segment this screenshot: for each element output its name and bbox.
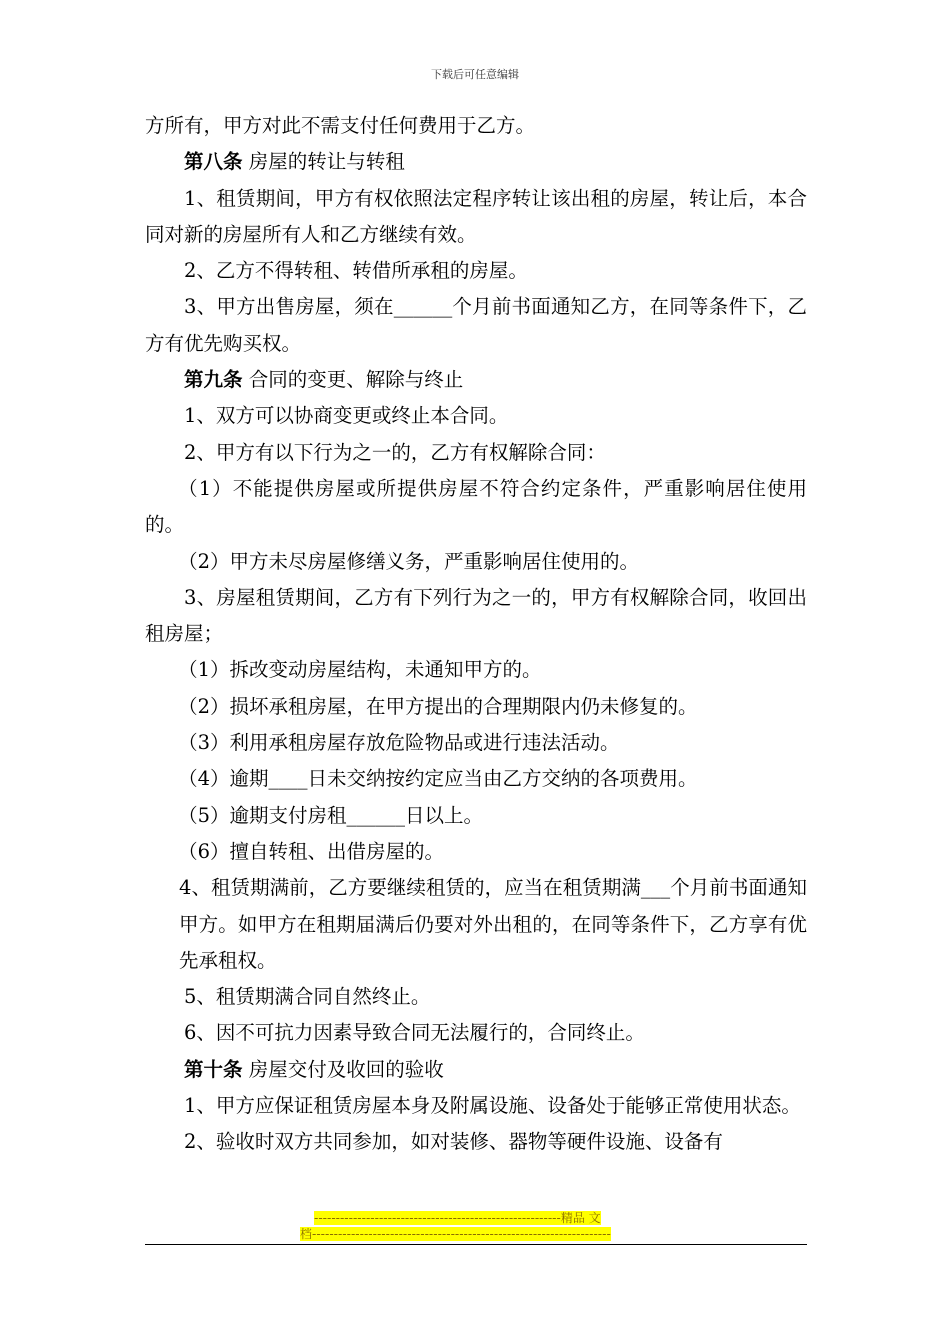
contract-clause: 1、租赁期间，甲方有权依照法定程序转让该出租的房屋，转让后，本合同对新的房屋所有人和乙方继续有效。 <box>145 186 807 246</box>
contract-clause: 3、甲方出售房屋，须在______个月前书面通知乙方，在同等条件下，乙方有优先购买权。 <box>145 295 807 355</box>
contract-clause: （6）擅自转租、出借房屋的。 <box>178 839 445 863</box>
contract-clause: 方所有，甲方对此不需支付任何费用于乙方。 <box>145 114 536 137</box>
contract-clause: 6、因不可抗力因素导致合同无法履行的，合同终止。 <box>184 1021 645 1045</box>
contract-clause: 2、乙方不得转租、转借所承租的房屋。 <box>184 259 528 283</box>
article-number: 第九条 <box>184 368 243 392</box>
contract-clause: 2、甲方有以下行为之一的，乙方有权解除合同： <box>184 440 606 464</box>
article-number: 第十条 <box>184 1057 243 1081</box>
contract-clause: （1）拆改变动房屋结构，未通知甲方的。 <box>178 658 542 682</box>
footer-watermark <box>300 1210 650 1242</box>
contract-clause: 1、双方可以协商变更或终止本合同。 <box>184 404 509 428</box>
contract-clause: 4、租赁期满前，乙方要继续租赁的，应当在租赁期满___个月前书面通知甲方。如甲方在租期届满后仍要对外出租的，在同等条件下，乙方享有优先承租权。 <box>179 876 807 972</box>
contract-clause: （4）逾期____日未交纳按约定应当由乙方交纳的各项费用。 <box>178 767 698 791</box>
page-header: 下载后可任意编辑 <box>431 68 519 81</box>
contract-clause: （2）甲方未尽房屋修缮义务，严重影响居住使用的。 <box>178 549 640 573</box>
contract-clause: （1）不能提供房屋或所提供房屋不符合约定条件，严重影响居住使用的。 <box>145 476 807 537</box>
document-body <box>145 108 807 1161</box>
footer-line-1: ---------------------------------------------------------精品 文 <box>314 1211 601 1225</box>
article-title: 房屋的转让与转租 <box>242 150 405 174</box>
contract-clause: 1、甲方应保证租赁房屋本身及附属设施、设备处于能够正常使用状态。 <box>184 1094 801 1118</box>
article-title: 合同的变更、解除与终止 <box>242 368 464 392</box>
contract-clause: 3、房屋租赁期间，乙方有下列行为之一的，甲方有权解除合同，收回出租房屋； <box>145 585 807 646</box>
article-title: 房屋交付及收回的验收 <box>242 1057 444 1081</box>
footer-line-2: 档--------------------------------------------------------------------- <box>300 1227 611 1241</box>
article-heading <box>145 362 807 398</box>
article-number: 第八条 <box>184 150 243 174</box>
footer-rule <box>145 1244 807 1245</box>
contract-clause: （3）利用承租房屋存放危险物品或进行违法活动。 <box>178 731 620 755</box>
article-heading <box>145 144 807 180</box>
contract-clause: （2）损坏承租房屋，在甲方提出的合理期限内仍未修复的。 <box>178 694 698 718</box>
contract-clause: 2、验收时双方共同参加，如对装修、器物等硬件设施、设备有 <box>184 1130 723 1154</box>
contract-clause: 5、租赁期满合同自然终止。 <box>184 985 431 1009</box>
article-heading <box>145 1052 807 1088</box>
contract-clause: （5）逾期支付房租______日以上。 <box>178 803 484 827</box>
